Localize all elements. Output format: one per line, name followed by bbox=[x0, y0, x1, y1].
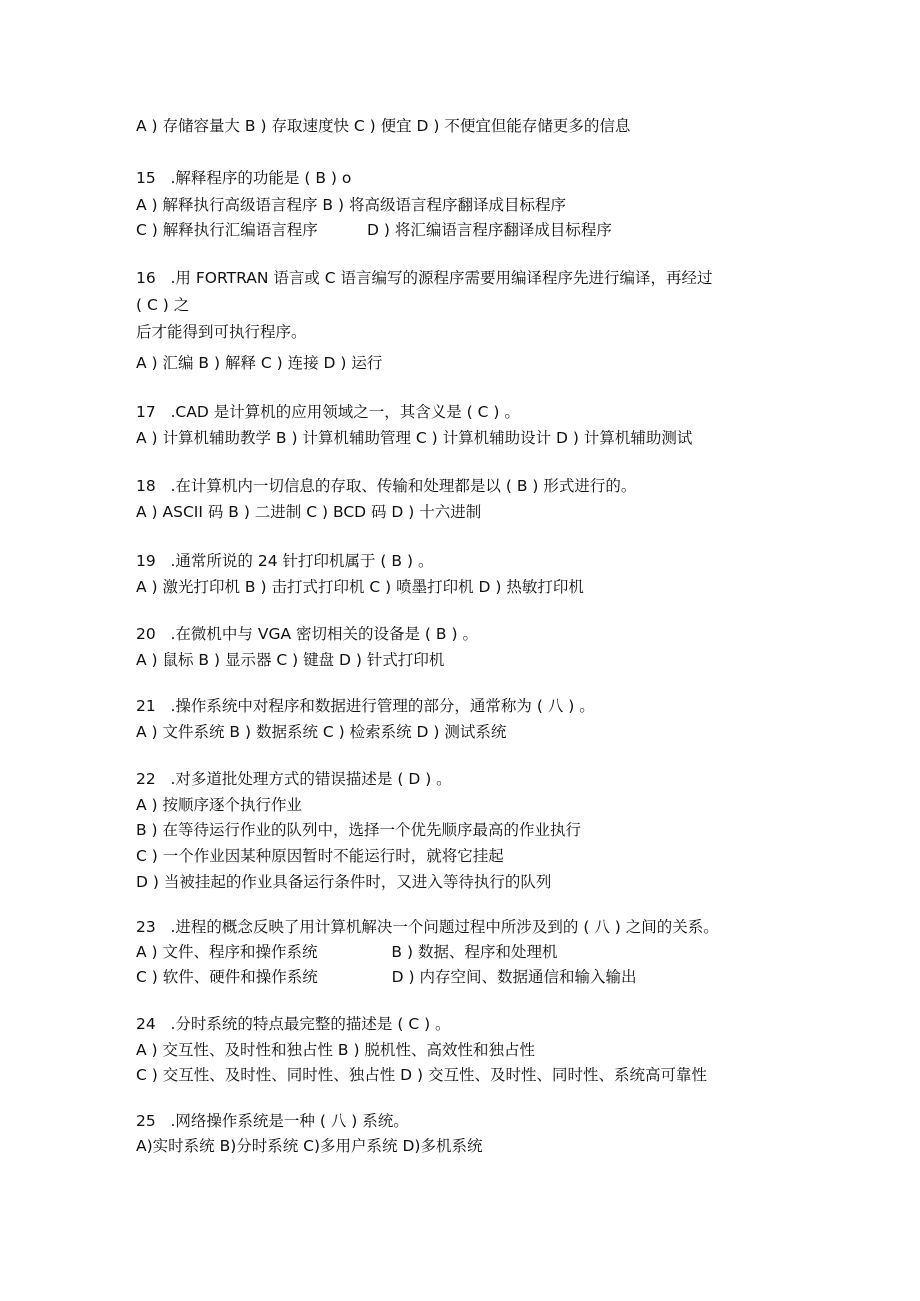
text-line: A ) 交互性、及时性和独占性 B ) 脱机性、高效性和独占性 bbox=[136, 1041, 535, 1059]
question-25: 25 .网络操作系统是一种 ( 八 ) 系统。 bbox=[136, 1112, 409, 1130]
text-line: A ) 激光打印机 B ) 击打式打印机 C ) 喷墨打印机 D ) 热敏打印机 bbox=[136, 578, 584, 596]
text-line: A ) 按顺序逐个执行作业 bbox=[136, 796, 303, 814]
question-16: 16 .用 FORTRAN 语言或 C 语言编写的源程序需要用编译程序先进行编译，再经过 bbox=[136, 269, 713, 287]
question-21: 21 .操作系统中对程序和数据进行管理的部分，通常称为 ( 八 ) 。 bbox=[136, 697, 595, 715]
text-line: C ) 软件、硬件和操作系统 D ) 内存空间、数据通信和输入输出 bbox=[136, 968, 637, 986]
question-22: 22 .对多道批处理方式的错误描述是 ( D ) 。 bbox=[136, 770, 452, 788]
question-18: 18 .在计算机内一切信息的存取、传输和处理都是以 ( B ) 形式进行的。 bbox=[136, 477, 637, 495]
text-line: D ) 当被挂起的作业具备运行条件时，又进入等待执行的队列 bbox=[136, 873, 552, 891]
text-line: ( C ) 之 bbox=[136, 296, 190, 314]
text-line: A ) 文件、程序和操作系统 B ) 数据、程序和处理机 bbox=[136, 943, 558, 961]
text-line: B ) 在等待运行作业的队列中，选择一个优先顺序最高的作业执行 bbox=[136, 821, 582, 839]
question-15: 15 .解释程序的功能是 ( B ) o bbox=[136, 169, 352, 187]
text-line: A ) ASCII 码 B ) 二进制 C ) BCD 码 D ) 十六进制 bbox=[136, 503, 482, 521]
question-23: 23 .进程的概念反映了用计算机解决一个问题过程中所涉及到的 ( 八 ) 之间的关系。 bbox=[136, 918, 719, 936]
text-line: A ) 汇编 B ) 解释 C ) 连接 D ) 运行 bbox=[136, 354, 383, 372]
question-17: 17 .CAD 是计算机的应用领域之一，其含义是 ( C ) 。 bbox=[136, 403, 520, 421]
text-line: C ) 交互性、及时性、同时性、独占性 D ) 交互性、及时性、同时性、系统高可靠性 bbox=[136, 1066, 707, 1084]
question-20: 20 .在微机中与 VGA 密切相关的设备是 ( B ) 。 bbox=[136, 625, 478, 643]
text-line: A ) 存储容量大 B ) 存取速度快 C ) 便宜 D ) 不便宜但能存储更多的信息 bbox=[136, 117, 631, 135]
text-line: 后才能得到可执行程序。 bbox=[136, 323, 307, 341]
text-line: A ) 文件系统 B ) 数据系统 C ) 检索系统 D ) 测试系统 bbox=[136, 723, 507, 741]
text-line: A ) 解释执行高级语言程序 B ) 将高级语言程序翻译成目标程序 bbox=[136, 196, 566, 214]
text-line: A ) 鼠标 B ) 显示器 C ) 键盘 D ) 针式打印机 bbox=[136, 651, 445, 669]
text-line: A)实时系统 B)分时系统 C)多用户系统 D)多机系统 bbox=[136, 1137, 483, 1155]
question-24: 24 .分时系统的特点最完整的描述是 ( C ) 。 bbox=[136, 1015, 451, 1033]
text-line: C ) 一个作业因某种原因暂时不能运行时，就将它挂起 bbox=[136, 847, 504, 865]
text-line: A ) 计算机辅助教学 B ) 计算机辅助管理 C ) 计算机辅助设计 D ) 计算机辅助测试 bbox=[136, 429, 693, 447]
text-line: C ) 解释执行汇编语言程序 D ) 将汇编语言程序翻译成目标程序 bbox=[136, 221, 612, 239]
question-19: 19 .通常所说的 24 针打印机属于 ( B ) 。 bbox=[136, 552, 434, 570]
